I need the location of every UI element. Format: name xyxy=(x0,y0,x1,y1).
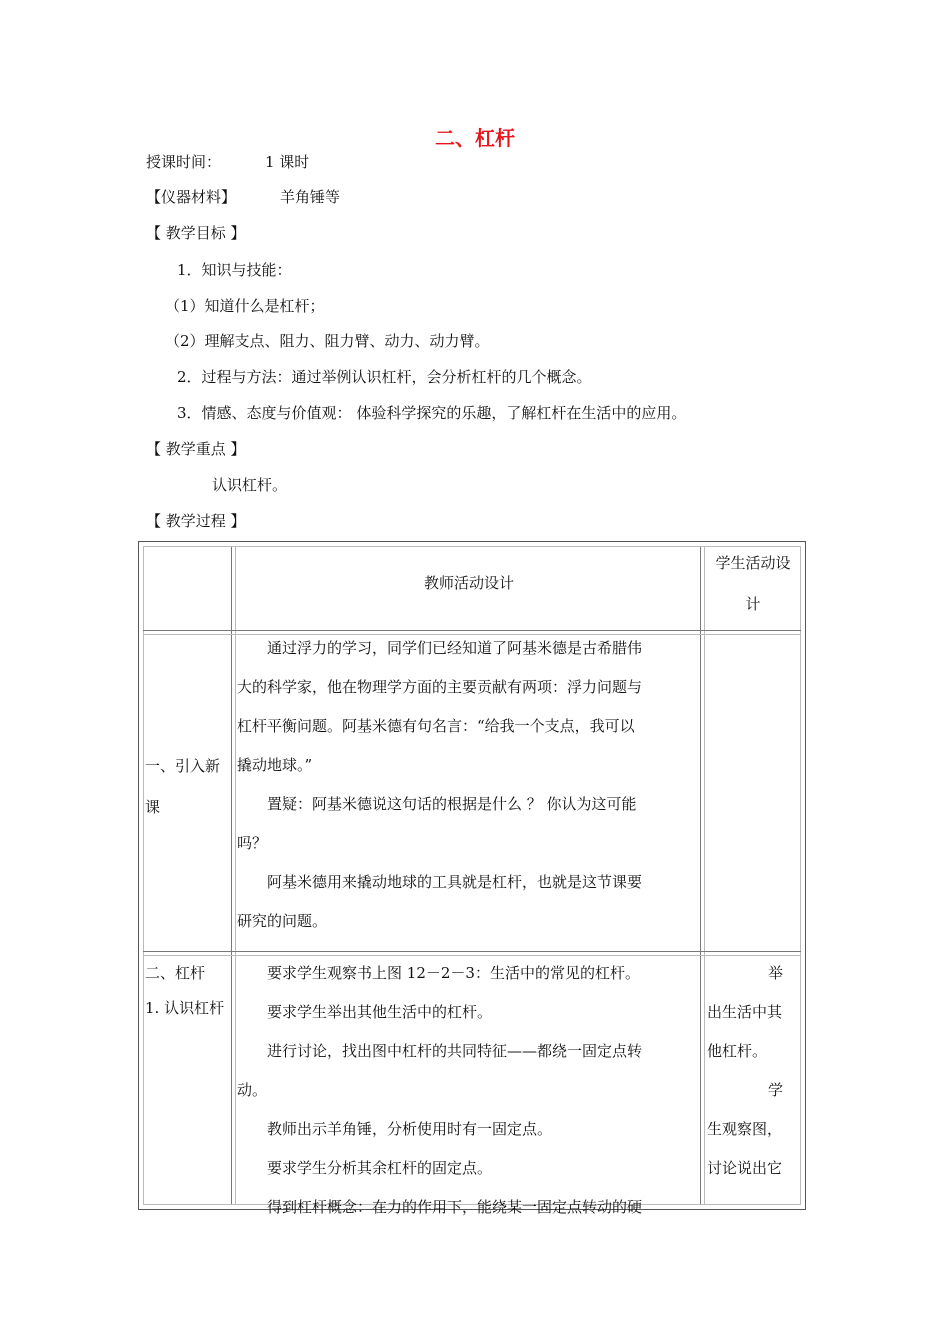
text-line: 教师出示羊角锤，分析使用时有一固定点。 xyxy=(237,1120,553,1138)
process-heading: 【 教学过程 】 xyxy=(146,512,246,530)
text-line: 学 xyxy=(767,1081,783,1099)
materials-value: 羊角锤等 xyxy=(280,188,341,206)
table-column-divider xyxy=(704,546,705,1205)
focus-heading: 【 教学重点 】 xyxy=(146,440,246,458)
text-line: 吗？ xyxy=(237,834,268,852)
header-student-activity-line1: 学生活动设 xyxy=(715,554,791,572)
header-teacher-activity: 教师活动设计 xyxy=(423,574,514,592)
time-value: 1 课时 xyxy=(265,153,310,171)
table-inner-border xyxy=(800,546,801,1205)
stage-label: 1. 认识杠杆 xyxy=(145,999,225,1017)
document-title: 二、杠杆 xyxy=(435,126,515,150)
table-column-divider xyxy=(231,546,232,1205)
text-line: 出生活中其 xyxy=(707,1003,783,1021)
time-label: 授课时间： xyxy=(146,153,222,171)
text-line: 他杠杆。 xyxy=(707,1042,768,1060)
table-column-divider xyxy=(235,546,236,1205)
table-inner-border xyxy=(143,546,144,1205)
text-line: 置疑：阿基米德说这句话的根据是什么 ？ 你认为这可能 xyxy=(237,795,637,813)
text-line: 生观察图， xyxy=(707,1120,783,1138)
goal-item: （2）理解支点、阻力、阻力臂、动力、动力臂。 xyxy=(165,332,490,350)
text-line: 要求学生分析其余杠杆的固定点。 xyxy=(237,1159,493,1177)
header-student-activity-line2: 计 xyxy=(745,595,761,613)
text-line: 要求学生观察书上图 12－2－3：生活中的常见的杠杆。 xyxy=(237,964,640,982)
stage-label: 课 xyxy=(145,798,161,816)
focus-content: 认识杠杆。 xyxy=(212,476,288,494)
text-line: 举 xyxy=(767,964,783,982)
text-line: 得到杠杆概念：在力的作用下，能绕某一固定点转动的硬 xyxy=(237,1198,643,1216)
goal-item: 3．情感、态度与价值观： 体验科学探究的乐趣，了解杠杆在生活中的应用。 xyxy=(177,404,687,422)
teacher-activity-intro xyxy=(237,629,642,941)
goals-heading: 【 教学目标 】 xyxy=(146,224,246,242)
text-line: 通过浮力的学习，同学们已经知道了阿基米德是古希腊伟 xyxy=(237,639,643,657)
text-line: 阿基米德用来撬动地球的工具就是杠杆，也就是这节课要 xyxy=(237,873,643,891)
text-line: 进行讨论，找出图中杠杆的共同特征——都绕一固定点转 xyxy=(237,1042,643,1060)
process-table xyxy=(138,541,806,1216)
stage-label: 一、引入新 xyxy=(145,757,221,775)
materials-label: 【仪器材料】 xyxy=(146,188,237,206)
text-line: 要求学生举出其他生活中的杠杆。 xyxy=(237,1003,493,1021)
stage-label: 二、杠杆 xyxy=(145,964,206,982)
text-line: 大的科学家，他在物理学方面的主要贡献有两项：浮力问题与 xyxy=(237,678,643,696)
text-line: 研究的问题。 xyxy=(237,912,328,930)
text-line: 讨论说出它 xyxy=(707,1159,783,1177)
table-inner-border xyxy=(143,546,801,547)
goal-item: 2．过程与方法：通过举例认识杠杆，会分析杠杆的几个概念。 xyxy=(177,368,592,386)
table-row-divider xyxy=(143,951,801,952)
text-line: 杠杆平衡问题。阿基米德有句名言：“给我一个支点，我可以 xyxy=(237,717,635,735)
goal-item: 1．知识与技能： xyxy=(177,261,292,279)
text-line: 动。 xyxy=(237,1081,268,1099)
table-column-divider xyxy=(700,546,701,1205)
goal-item: （1）知道什么是杠杆； xyxy=(165,297,325,315)
text-line: 撬动地球。” xyxy=(237,756,313,774)
student-activity-lever xyxy=(707,954,797,1188)
teacher-activity-lever xyxy=(237,954,642,1227)
